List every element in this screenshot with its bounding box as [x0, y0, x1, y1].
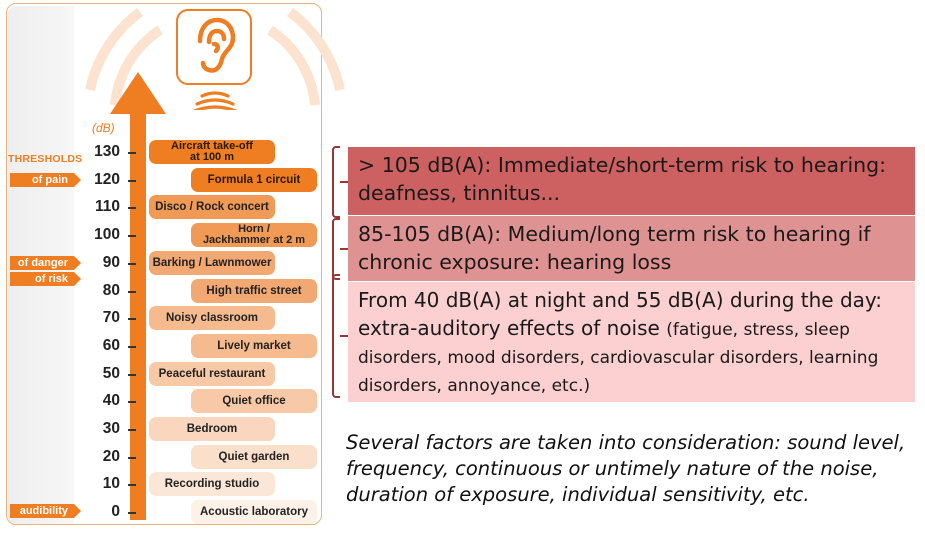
threshold-audibility: audibility — [10, 504, 74, 518]
db-level-90: 90 — [102, 253, 120, 271]
brace-medium-tip — [340, 248, 348, 250]
db-tick — [128, 207, 136, 209]
noise-source-label: Noisy classroom — [165, 312, 259, 325]
noise-source-2 — [149, 195, 275, 219]
db-tick — [128, 401, 136, 403]
considerations-note: Several factors are taken into consideration: sound level, frequency, continuous or untimely nature of the noise, duration of exposure, individual sensitivity, etc. — [346, 431, 906, 506]
db-level-80: 80 — [102, 281, 120, 299]
brace-low-tip — [340, 335, 348, 337]
noise-source-label: Quiet garden — [218, 450, 290, 463]
threshold-pain: of pain — [10, 173, 74, 187]
db-tick — [128, 263, 136, 265]
noise-source-label: Peaceful restaurant — [158, 367, 266, 380]
noise-source-label: Barking / Lawnmower — [152, 256, 272, 269]
db-level-0: 0 — [111, 503, 120, 521]
noise-source-label: Recording studio — [164, 478, 260, 491]
db-level-30: 30 — [102, 420, 120, 437]
db-level-130: 130 — [94, 143, 120, 160]
brace-high-tip — [340, 181, 348, 183]
noise-source-5 — [191, 279, 317, 303]
db-unit-label: (dB) — [92, 121, 115, 135]
noise-source-4 — [149, 251, 275, 275]
db-tick — [128, 318, 136, 320]
up-arrow-icon — [110, 72, 166, 114]
noise-source-10 — [149, 417, 275, 441]
db-tick — [128, 235, 136, 237]
risk-high-text: > 105 dB(A): Immediate/short-term risk to hearing: deafness, tinnitus... — [358, 153, 887, 205]
db-tick — [128, 512, 136, 514]
db-tick — [128, 152, 136, 154]
noise-source-9 — [191, 389, 317, 413]
noise-source-sublabel: Jackhammer at 2 m — [202, 234, 306, 247]
risk-medium-text: 85-105 dB(A): Medium/long term risk to hearing if chronic exposure: hearing loss — [358, 222, 871, 274]
noise-source-label: Acoustic laboratory — [200, 506, 308, 519]
threshold-danger: of danger — [10, 256, 74, 270]
brace-low — [332, 274, 340, 398]
brace-high — [332, 146, 340, 218]
noise-source-label: Formula 1 circuit — [207, 173, 301, 186]
risk-low-text: From 40 dB(A) at night and 55 dB(A) during the day: extra-auditory effects of noise — [358, 288, 883, 340]
noise-source-1 — [191, 168, 317, 192]
risk-low-detail: (fatigue, stress, sleep disorders, mood disorders, cardiovascular disorders, learning disorders, annoyance, etc.) — [358, 320, 879, 396]
noise-source-11 — [191, 445, 317, 469]
noise-source-7 — [191, 334, 317, 358]
noise-source-label: High traffic street — [206, 284, 302, 297]
ear-box — [176, 9, 252, 85]
threshold-risk: of risk — [10, 272, 74, 286]
db-level-50: 50 — [102, 364, 120, 382]
noise-source-0 — [149, 140, 275, 164]
noise-source-label: Bedroom — [186, 423, 238, 435]
noise-source-label: Lively market — [217, 339, 291, 352]
db-tick — [128, 429, 136, 431]
db-level-70: 70 — [102, 309, 120, 327]
ear-icon — [178, 11, 249, 82]
db-tick — [128, 291, 136, 293]
risk-low-box — [348, 282, 915, 402]
noise-source-label: Horn / — [238, 223, 270, 236]
db-level-120: 120 — [94, 170, 120, 188]
brace-medium — [332, 218, 340, 280]
db-level-100: 100 — [94, 226, 120, 244]
db-level-60: 60 — [102, 336, 120, 354]
risk-medium-box — [348, 216, 915, 281]
db-level-20: 20 — [102, 447, 120, 465]
noise-source-13 — [191, 500, 317, 524]
db-level-110: 110 — [94, 198, 120, 216]
up-arrow-shaft — [130, 112, 146, 520]
risk-high-box — [348, 147, 915, 215]
thresholds-heading: THRESHOLDS — [8, 153, 83, 165]
noise-source-12 — [149, 472, 275, 496]
noise-source-label: Disco / Rock concert — [155, 201, 269, 214]
noise-source-label: Aircraft take-off — [171, 140, 253, 152]
db-tick — [128, 484, 136, 486]
db-tick — [128, 346, 136, 348]
db-tick — [128, 180, 136, 182]
noise-source-8 — [149, 362, 275, 386]
db-level-10: 10 — [102, 475, 120, 493]
db-level-40: 40 — [102, 392, 120, 410]
noise-source-3 — [191, 223, 317, 247]
db-tick — [128, 374, 136, 376]
noise-source-6 — [149, 306, 275, 330]
noise-source-label: Quiet office — [222, 395, 286, 408]
db-tick — [128, 457, 136, 459]
noise-source-sublabel: at 100 m — [189, 151, 235, 163]
